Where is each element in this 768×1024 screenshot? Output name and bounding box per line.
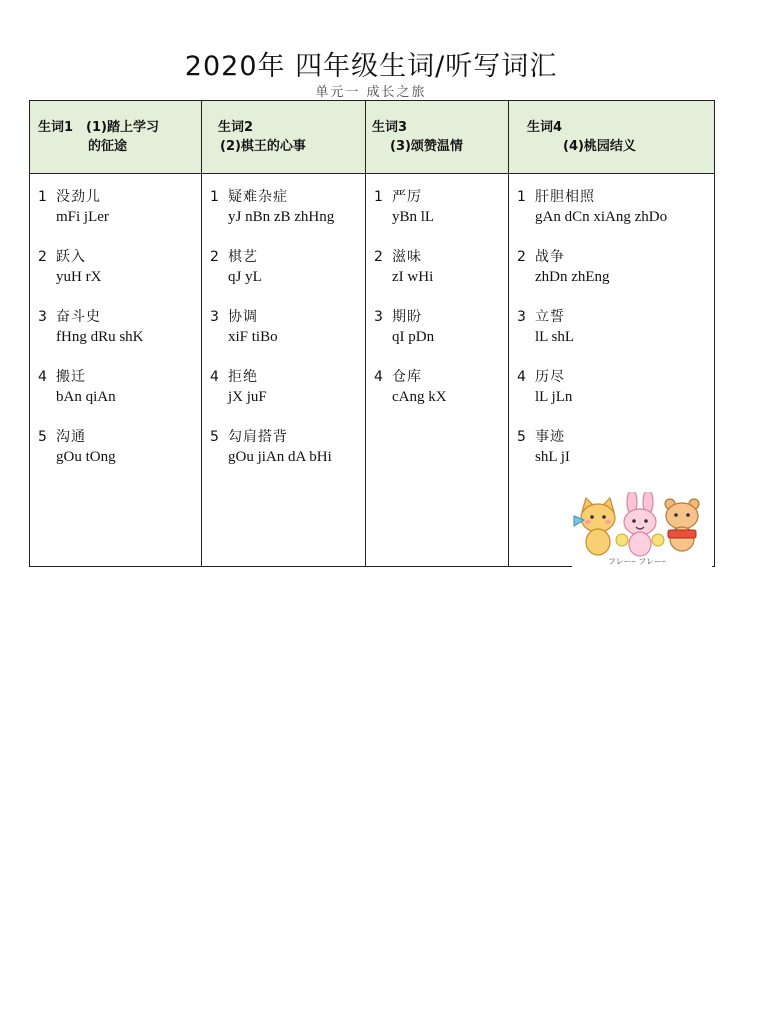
word-number: 4	[210, 369, 219, 385]
word-number: 3	[517, 309, 526, 325]
column-header	[366, 101, 509, 174]
word-item	[517, 248, 714, 308]
word-pinyin: bAn qiAn	[56, 389, 116, 405]
word-hanzi-line	[210, 188, 365, 207]
word-pinyin: lL jLn	[535, 389, 573, 405]
word-pinyin: gOu tOng	[56, 449, 116, 465]
word-hanzi: 疑难杂症	[228, 189, 288, 205]
word-number: 1	[374, 189, 383, 205]
word-number: 1	[517, 189, 526, 205]
header-row	[30, 101, 715, 174]
word-item	[210, 308, 365, 368]
word-hanzi: 搬迁	[56, 369, 86, 385]
word-item	[374, 368, 508, 428]
word-hanzi-line	[517, 368, 714, 387]
word-pinyin: zhDn zhEng	[535, 269, 610, 285]
word-hanzi-line	[38, 368, 201, 387]
word-hanzi-line	[38, 428, 201, 447]
word-item	[38, 188, 201, 248]
word-column	[202, 174, 366, 567]
word-number: 2	[374, 249, 383, 265]
word-hanzi-line	[38, 188, 201, 207]
word-hanzi: 棋艺	[228, 249, 258, 265]
cheering-animals-sticker	[572, 492, 712, 568]
word-pinyin: fHng dRu shK	[56, 329, 144, 345]
word-item	[38, 248, 201, 308]
word-hanzi: 沟通	[56, 429, 86, 445]
word-hanzi: 协调	[228, 309, 258, 325]
word-hanzi-line	[210, 368, 365, 387]
word-number: 5	[210, 429, 219, 445]
word-hanzi: 事迹	[535, 429, 565, 445]
word-hanzi: 奋斗史	[56, 309, 101, 325]
word-pinyin: qI pDn	[392, 329, 435, 345]
word-number: 2	[210, 249, 219, 265]
word-number: 4	[38, 369, 47, 385]
word-number: 1	[38, 189, 47, 205]
word-hanzi-line	[210, 308, 365, 327]
word-pinyin: lL shL	[535, 329, 575, 345]
sticker-caption: フレーｰ フレーｰ	[608, 557, 666, 566]
word-hanzi: 仓库	[392, 369, 422, 385]
unit-subtitle: 单元一 成长之旅	[315, 85, 427, 100]
word-hanzi: 历尽	[535, 369, 565, 385]
word-item	[517, 188, 714, 248]
word-hanzi: 没劲儿	[56, 189, 101, 205]
column-header	[202, 101, 366, 174]
word-pinyin: qJ yL	[228, 269, 262, 285]
word-item	[210, 188, 365, 248]
word-number: 2	[517, 249, 526, 265]
column-header	[509, 101, 715, 174]
word-item	[38, 308, 201, 368]
word-item	[374, 188, 508, 248]
word-number: 5	[517, 429, 526, 445]
rabbit-icon	[616, 492, 664, 556]
word-item	[517, 368, 714, 428]
word-hanzi: 跃入	[56, 249, 86, 265]
column-header	[30, 101, 202, 174]
word-hanzi: 战争	[535, 249, 565, 265]
word-hanzi: 严厉	[392, 189, 422, 205]
word-item	[517, 308, 714, 368]
word-item	[210, 428, 365, 488]
word-item	[374, 308, 508, 368]
word-hanzi-line	[374, 308, 508, 327]
word-pinyin: gOu jiAn dA bHi	[228, 449, 332, 465]
word-hanzi-line	[38, 248, 201, 267]
word-number: 2	[38, 249, 47, 265]
word-item	[38, 368, 201, 428]
word-hanzi-line	[517, 248, 714, 267]
column-header-title: 生词1 (1)踏上学习	[38, 120, 159, 135]
word-hanzi: 勾肩搭背	[228, 429, 288, 445]
word-item	[38, 428, 201, 488]
word-hanzi-line	[374, 188, 508, 207]
word-hanzi-line	[210, 248, 365, 267]
cat-icon	[574, 498, 615, 555]
word-pinyin: gAn dCn xiAng zhDo	[535, 209, 668, 225]
page-title: 2020年 四年级生词/听写词汇	[184, 51, 558, 82]
word-hanzi: 期盼	[392, 309, 422, 325]
column-header-lesson: (3)颂赞温情	[390, 139, 463, 154]
word-number: 4	[517, 369, 526, 385]
word-number: 4	[374, 369, 383, 385]
word-hanzi: 拒绝	[228, 369, 258, 385]
word-pinyin: xiF tiBo	[228, 329, 278, 345]
bear-icon	[665, 499, 699, 551]
word-column	[30, 174, 202, 567]
column-header-lesson: (2)棋王的心事	[220, 139, 306, 154]
word-number: 3	[38, 309, 47, 325]
column-header-title: 生词3	[372, 120, 408, 135]
word-hanzi: 立誓	[535, 309, 565, 325]
cheering-animals-icon	[572, 492, 712, 568]
word-item	[517, 428, 714, 488]
word-number: 1	[210, 189, 219, 205]
word-pinyin: yJ nBn zB zhHng	[228, 209, 335, 225]
word-pinyin: yuH rX	[56, 269, 102, 285]
column-header-title: 生词4	[527, 120, 563, 135]
word-hanzi-line	[374, 248, 508, 267]
word-hanzi-line	[210, 428, 365, 447]
column-header-title: 生词2	[218, 120, 254, 135]
word-hanzi-line	[517, 428, 714, 447]
word-hanzi-line	[517, 308, 714, 327]
word-number: 3	[210, 309, 219, 325]
word-column	[366, 174, 509, 567]
word-pinyin: cAng kX	[392, 389, 447, 405]
column-header-lesson: 的征途	[88, 139, 128, 154]
word-item	[374, 248, 508, 308]
word-pinyin: jX juF	[228, 389, 267, 405]
word-hanzi-line	[374, 368, 508, 387]
word-pinyin: mFi jLer	[56, 209, 109, 225]
word-item	[210, 368, 365, 428]
word-hanzi-line	[517, 188, 714, 207]
column-header-lesson: (4)桃园结义	[563, 139, 636, 154]
word-pinyin: yBn lL	[392, 209, 435, 225]
word-item	[210, 248, 365, 308]
word-pinyin: shL jI	[535, 449, 570, 465]
word-hanzi: 肝胆相照	[535, 189, 595, 205]
word-hanzi-line	[38, 308, 201, 327]
word-pinyin: zI wHi	[392, 269, 434, 285]
word-hanzi: 滋味	[392, 249, 422, 265]
word-number: 5	[38, 429, 47, 445]
word-number: 3	[374, 309, 383, 325]
